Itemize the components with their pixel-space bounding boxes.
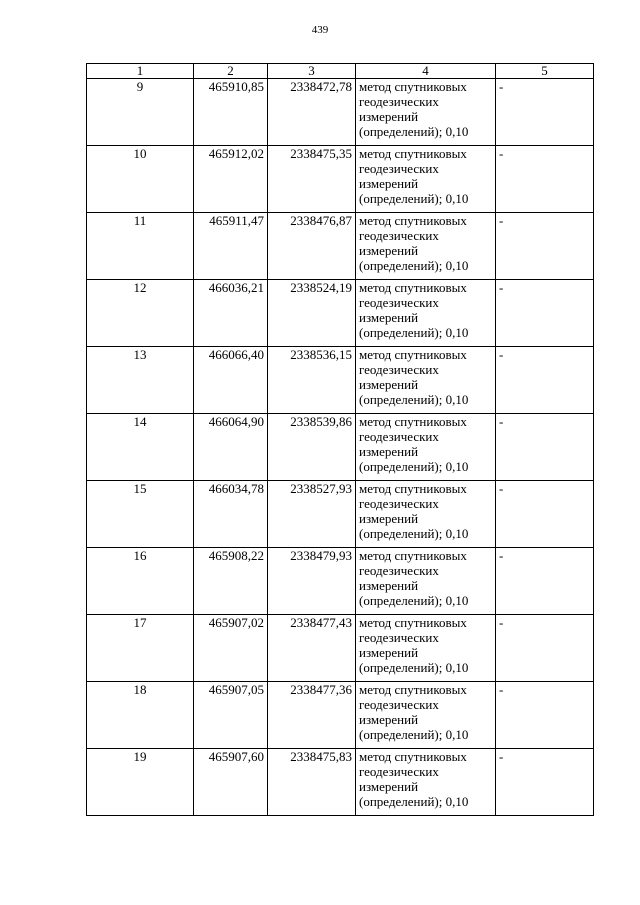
coordinate-y: 2338539,86 bbox=[268, 414, 356, 481]
table-row bbox=[87, 146, 594, 213]
column-header-3: 3 bbox=[268, 64, 356, 79]
table-body bbox=[87, 79, 594, 816]
table-row bbox=[87, 414, 594, 481]
note: - bbox=[496, 146, 594, 213]
point-number: 13 bbox=[87, 347, 194, 414]
coordinate-x: 465910,85 bbox=[194, 79, 268, 146]
page-number: 439 bbox=[311, 24, 329, 36]
coordinate-x: 466066,40 bbox=[194, 347, 268, 414]
method-accuracy: метод спутниковых геодезических измерений (определений); 0,10 bbox=[356, 481, 496, 548]
note: - bbox=[496, 414, 594, 481]
point-number: 18 bbox=[87, 682, 194, 749]
note: - bbox=[496, 347, 594, 414]
coordinate-x: 465907,60 bbox=[194, 749, 268, 816]
note: - bbox=[496, 682, 594, 749]
coordinate-y: 2338527,93 bbox=[268, 481, 356, 548]
table-row bbox=[87, 548, 594, 615]
coordinate-y: 2338536,15 bbox=[268, 347, 356, 414]
method-accuracy: метод спутниковых геодезических измерений (определений); 0,10 bbox=[356, 347, 496, 414]
column-header-1: 1 bbox=[87, 64, 194, 79]
coordinate-y: 2338524,19 bbox=[268, 280, 356, 347]
method-accuracy: метод спутниковых геодезических измерений (определений); 0,10 bbox=[356, 682, 496, 749]
point-number: 19 bbox=[87, 749, 194, 816]
method-accuracy: метод спутниковых геодезических измерений (определений); 0,10 bbox=[356, 414, 496, 481]
point-number: 10 bbox=[87, 146, 194, 213]
method-accuracy: метод спутниковых геодезических измерений (определений); 0,10 bbox=[356, 548, 496, 615]
table-row bbox=[87, 615, 594, 682]
note: - bbox=[496, 615, 594, 682]
coordinate-y: 2338479,93 bbox=[268, 548, 356, 615]
table-row bbox=[87, 280, 594, 347]
table-row bbox=[87, 347, 594, 414]
method-accuracy: метод спутниковых геодезических измерений (определений); 0,10 bbox=[356, 615, 496, 682]
coordinate-x: 466036,21 bbox=[194, 280, 268, 347]
column-header-2: 2 bbox=[194, 64, 268, 79]
note: - bbox=[496, 79, 594, 146]
table-row bbox=[87, 79, 594, 146]
coordinate-x: 466034,78 bbox=[194, 481, 268, 548]
point-number: 14 bbox=[87, 414, 194, 481]
coordinate-y: 2338472,78 bbox=[268, 79, 356, 146]
table-row bbox=[87, 481, 594, 548]
coordinate-x: 465908,22 bbox=[194, 548, 268, 615]
coordinate-x: 465912,02 bbox=[194, 146, 268, 213]
point-number: 9 bbox=[87, 79, 194, 146]
coordinate-y: 2338476,87 bbox=[268, 213, 356, 280]
point-number: 11 bbox=[87, 213, 194, 280]
coordinates-table bbox=[86, 63, 594, 816]
column-header-5: 5 bbox=[496, 64, 594, 79]
table-header-row bbox=[87, 64, 594, 79]
coordinate-y: 2338477,36 bbox=[268, 682, 356, 749]
coordinate-x: 465907,05 bbox=[194, 682, 268, 749]
coordinate-y: 2338475,35 bbox=[268, 146, 356, 213]
method-accuracy: метод спутниковых геодезических измерений (определений); 0,10 bbox=[356, 749, 496, 816]
point-number: 12 bbox=[87, 280, 194, 347]
coordinate-y: 2338475,83 bbox=[268, 749, 356, 816]
table-row bbox=[87, 213, 594, 280]
note: - bbox=[496, 481, 594, 548]
note: - bbox=[496, 749, 594, 816]
coordinate-x: 466064,90 bbox=[194, 414, 268, 481]
coordinate-x: 465911,47 bbox=[194, 213, 268, 280]
method-accuracy: метод спутниковых геодезических измерений (определений); 0,10 bbox=[356, 79, 496, 146]
point-number: 16 bbox=[87, 548, 194, 615]
method-accuracy: метод спутниковых геодезических измерений (определений); 0,10 bbox=[356, 213, 496, 280]
note: - bbox=[496, 213, 594, 280]
table-row bbox=[87, 682, 594, 749]
table-row bbox=[87, 749, 594, 816]
note: - bbox=[496, 548, 594, 615]
note: - bbox=[496, 280, 594, 347]
point-number: 15 bbox=[87, 481, 194, 548]
method-accuracy: метод спутниковых геодезических измерений (определений); 0,10 bbox=[356, 280, 496, 347]
point-number: 17 bbox=[87, 615, 194, 682]
coordinate-x: 465907,02 bbox=[194, 615, 268, 682]
coordinate-y: 2338477,43 bbox=[268, 615, 356, 682]
method-accuracy: метод спутниковых геодезических измерений (определений); 0,10 bbox=[356, 146, 496, 213]
column-header-4: 4 bbox=[356, 64, 496, 79]
